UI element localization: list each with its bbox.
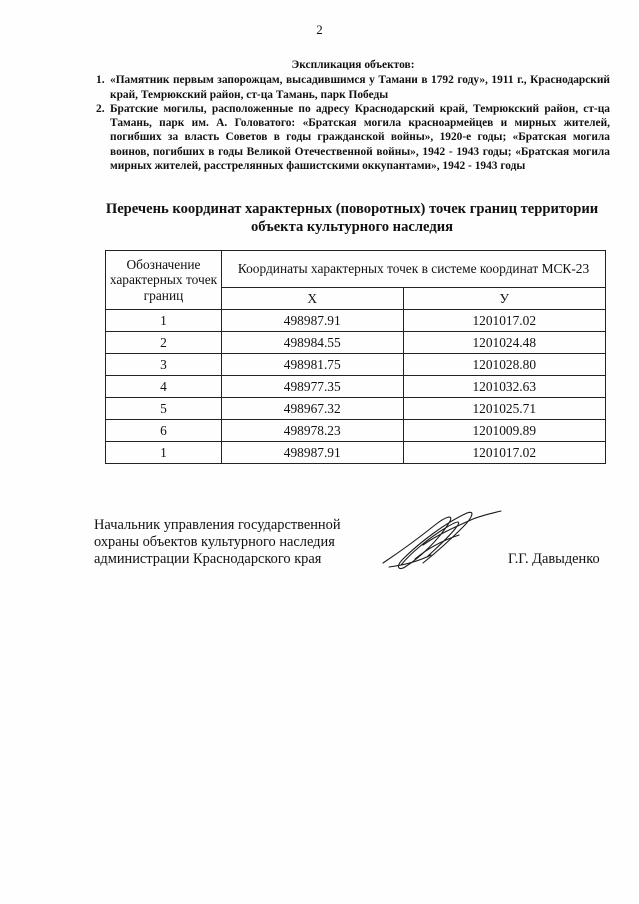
point-cell: 5 [106, 398, 222, 420]
signatory-position-line: администрации Краснодарского края [94, 551, 322, 567]
point-cell: 6 [106, 420, 222, 442]
x-cell: 498978.23 [222, 420, 404, 442]
point-cell: 4 [106, 376, 222, 398]
y-cell: 1201024.48 [403, 332, 606, 354]
page-number: 2 [316, 22, 323, 37]
handwritten-signature-icon [375, 505, 505, 575]
x-cell: 498977.35 [222, 376, 404, 398]
coordinates-heading [90, 201, 614, 236]
table-row [106, 310, 606, 332]
explication-item-number: 1. [96, 74, 105, 87]
x-cell: 498987.91 [222, 442, 404, 464]
signatory-position-line: Начальник управления государственной [94, 517, 341, 533]
x-column-header: Х [222, 288, 404, 310]
signatory-name: Г.Г. Давыденко [508, 551, 600, 567]
point-label-header: Обозначение характерных точек границ [106, 251, 222, 310]
x-cell: 498967.32 [222, 398, 404, 420]
y-cell: 1201028.80 [403, 354, 606, 376]
explication-title: Экспликация объектов: [291, 59, 415, 71]
y-cell: 1201009.89 [403, 420, 606, 442]
x-cell: 498987.91 [222, 310, 404, 332]
point-cell: 2 [106, 332, 222, 354]
y-cell: 1201032.63 [403, 376, 606, 398]
table-row [106, 420, 606, 442]
signatory-position-line: охраны объектов культурного наследия [94, 534, 335, 550]
signatory-position [94, 517, 341, 568]
table-row [106, 398, 606, 420]
x-cell: 498984.55 [222, 332, 404, 354]
y-column-header: У [403, 288, 606, 310]
table-row [106, 354, 606, 376]
explication-item-text: «Памятник первым запорожцам, высадившимся у Тамани в 1792 году», 1911 г., Краснодарский край, Темрюкский район, ст-ца Тамань, парк Победы [110, 74, 610, 101]
table-row [106, 442, 606, 464]
y-cell: 1201017.02 [403, 310, 606, 332]
point-cell: 3 [106, 354, 222, 376]
coordinates-heading-line: объекта культурного наследия [250, 218, 454, 235]
explication-item-number: 2. [96, 102, 105, 115]
coordinates-heading-line: Перечень координат характерных (поворотных) точек границ территории [105, 201, 599, 217]
x-cell: 498981.75 [222, 354, 404, 376]
explication-list [96, 73, 610, 173]
point-cell: 1 [106, 442, 222, 464]
coordinates-table [105, 250, 606, 464]
coordinates-system-header: Координаты характерных точек в системе координат МСК-23 [222, 251, 606, 288]
table-row [106, 332, 606, 354]
explication-section [96, 58, 610, 173]
explication-item-text: Братские могилы, расположенные по адресу Краснодарский край, Темрюкский район, ст-ца Тамань, парк им. А. Головатого: «Братская могила красноармейцев и мирных жителей, погибших за власть Советов в годы гражданской войны», 1920-е годы; «Братская могила воинов, погибших в годы Великой Отечественной войны», 1942 - 1943 годы; «Братская могила мирных жителей, расстрелянных фашистскими оккупантами», 1942 - 1943 годы [110, 102, 610, 173]
table-row [106, 376, 606, 398]
y-cell: 1201017.02 [403, 442, 606, 464]
explication-item [96, 73, 610, 102]
explication-item [96, 102, 610, 173]
y-cell: 1201025.71 [403, 398, 606, 420]
table-header-row [106, 251, 606, 288]
point-cell: 1 [106, 310, 222, 332]
